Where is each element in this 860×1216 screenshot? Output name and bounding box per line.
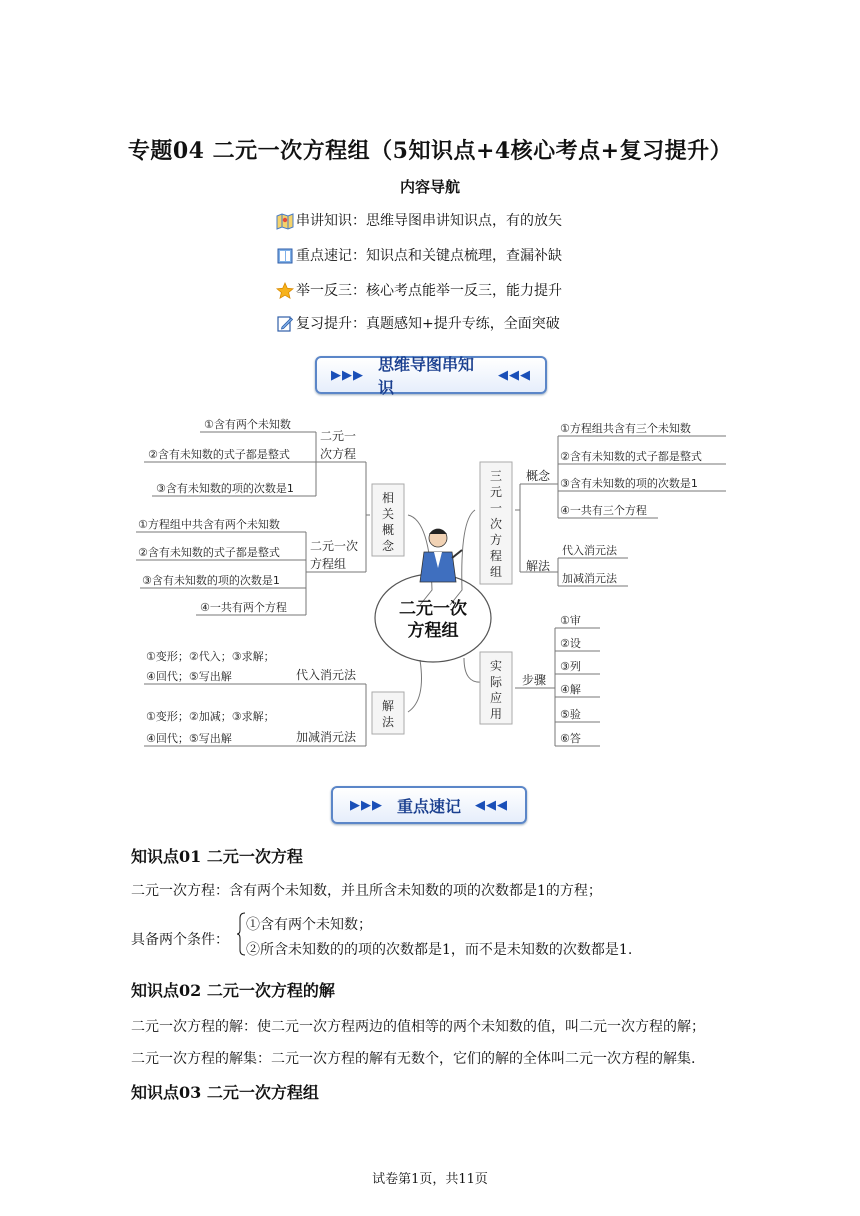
- edit-icon: [276, 315, 294, 333]
- nav-text: 复习提升：真题感知+提升专练，全面突破: [296, 316, 560, 332]
- content-nav-heading: 内容导航: [399, 178, 460, 196]
- mm-eq-item: ①含有两个未知数: [204, 418, 291, 431]
- brace-icon: [236, 912, 246, 956]
- mm-eq-label-2: 次方程: [320, 447, 357, 461]
- mm-sys-item: ①方程组中共含有两个未知数: [138, 518, 280, 531]
- mm-apply-2: 际: [489, 675, 503, 689]
- mm-three-5: 方: [489, 533, 503, 547]
- mm-step-item: ②设: [560, 637, 581, 650]
- mm-concept-item: ③含有未知数的项的次数是1: [560, 477, 698, 490]
- mm-sys-item: ②含有未知数的式子都是整式: [138, 546, 280, 559]
- mm-concept-label: 概念: [526, 469, 551, 483]
- nav-text: 串讲知识：思维导图串讲知识点，有的放矢: [296, 213, 562, 229]
- mm-center-line1: 二元一次: [399, 599, 467, 619]
- mm-apply-3: 应: [489, 691, 503, 705]
- mm-related-1: 相: [381, 491, 395, 505]
- mm-apply-4: 用: [489, 707, 503, 721]
- mm-three-2: 元: [489, 485, 503, 499]
- mm-eq-item: ②含有未知数的式子都是整式: [148, 448, 290, 461]
- mindmap-banner: [315, 355, 547, 397]
- kp1-cond: ②所含未知数的的项的次数都是1，而不是未知数的次数都是1.: [246, 942, 633, 958]
- mm-method-item: 代入消元法: [562, 544, 617, 557]
- nav-item-examples: [276, 280, 562, 302]
- nav-text: 举一反三：核心考点能举一反三，能力提升: [296, 283, 562, 299]
- mm-solve-1: 解: [381, 699, 395, 713]
- mm-step-item: ①审: [560, 614, 581, 627]
- kp2-line: 二元一次方程的解：使二元一次方程两边的值相等的两个未知数的值，叫二元一次方程的解；: [131, 1019, 705, 1035]
- arrows-right-icon: ▶▶▶: [349, 797, 383, 813]
- mm-sub-item: ④回代；⑤写出解: [146, 670, 232, 683]
- mm-step-item: ⑥答: [560, 732, 581, 745]
- mm-concept-item: ①方程组共含有三个未知数: [560, 422, 691, 435]
- nav-text: 重点速记：知识点和关键点梳理，查漏补缺: [296, 248, 562, 264]
- star-icon: [276, 282, 294, 300]
- nav-item-review: [276, 210, 562, 232]
- mm-eq-item: ③含有未知数的项的次数是1: [156, 482, 294, 495]
- mm-sys-label-2: 方程组: [310, 557, 347, 571]
- teacher-figure-icon: [420, 529, 462, 582]
- mindmap: [130, 400, 730, 755]
- mm-add-label: 加减消元法: [296, 730, 357, 744]
- mm-three-4: 次: [489, 517, 503, 531]
- map-icon: [276, 212, 294, 230]
- mm-add-item: ①变形；②加减；③求解；: [146, 710, 275, 723]
- mm-related-4: 念: [381, 539, 395, 553]
- summary-banner: [331, 786, 527, 824]
- mm-add-item: ④回代；⑤写出解: [146, 732, 232, 745]
- banner-label: 思维导图串知识: [378, 355, 475, 397]
- mm-three-7: 组: [489, 565, 503, 579]
- mm-sub-label: 代入消元法: [296, 668, 357, 682]
- kp2-line: 二元一次方程的解集：二元一次方程的解有无数个，它们的解的全体叫二元一次方程的解集.: [131, 1051, 696, 1067]
- mm-concept-item: ②含有未知数的式子都是整式: [560, 450, 702, 463]
- mm-related-3: 概: [381, 523, 395, 537]
- mm-concept-item: ④一共有三个方程: [560, 504, 647, 517]
- kp1-heading: 知识点01 二元一次方程: [131, 847, 303, 866]
- banner-label: 重点速记: [396, 796, 461, 816]
- kp1-cond: ①含有两个未知数；: [246, 917, 372, 933]
- kp3-heading: 知识点03 二元一次方程组: [131, 1083, 319, 1102]
- kp1-cond-label: 具备两个条件：: [131, 932, 229, 948]
- nav-item-practice: [276, 313, 560, 335]
- arrows-left-icon: ◀◀◀: [475, 797, 508, 813]
- page-title: 专题04 二元一次方程组（5知识点+4核心考点+复习提升）: [127, 138, 733, 164]
- page-footer: 试卷第1页，共11页: [372, 1172, 488, 1187]
- nav-item-summary: [276, 245, 562, 267]
- mm-step-item: ⑤验: [560, 708, 581, 721]
- mm-three-1: 三: [489, 469, 503, 483]
- mm-sys-item: ③含有未知数的项的次数是1: [142, 574, 280, 587]
- mm-eq-label-1: 二元一: [320, 429, 357, 443]
- mm-related-2: 关: [381, 507, 395, 521]
- mm-sys-label-1: 二元一次: [310, 539, 359, 553]
- mm-method-item: 加减消元法: [562, 572, 617, 585]
- arrows-left-icon: ◀◀◀: [498, 367, 531, 383]
- arrows-right-icon: ▶▶▶: [331, 367, 364, 383]
- mm-step-item: ③列: [560, 660, 581, 673]
- kp1-definition: 二元一次方程：含有两个未知数，并且所含未知数的项的次数都是1的方程；: [131, 883, 602, 899]
- kp2-heading: 知识点02 二元一次方程的解: [131, 981, 335, 1000]
- mm-steps-label: 步骤: [522, 673, 547, 687]
- mm-method-label: 解法: [526, 559, 551, 573]
- mm-sub-item: ①变形；②代入；③求解；: [146, 650, 275, 663]
- mm-three-6: 程: [489, 549, 503, 563]
- mm-step-item: ④解: [560, 683, 581, 696]
- mm-solve-2: 法: [381, 715, 395, 729]
- mm-center-line2: 方程组: [407, 621, 459, 641]
- mm-sys-item: ④一共有两个方程: [200, 601, 287, 614]
- mm-three-3: 一: [489, 501, 503, 515]
- book-icon: [276, 247, 294, 265]
- mm-apply-1: 实: [489, 659, 503, 673]
